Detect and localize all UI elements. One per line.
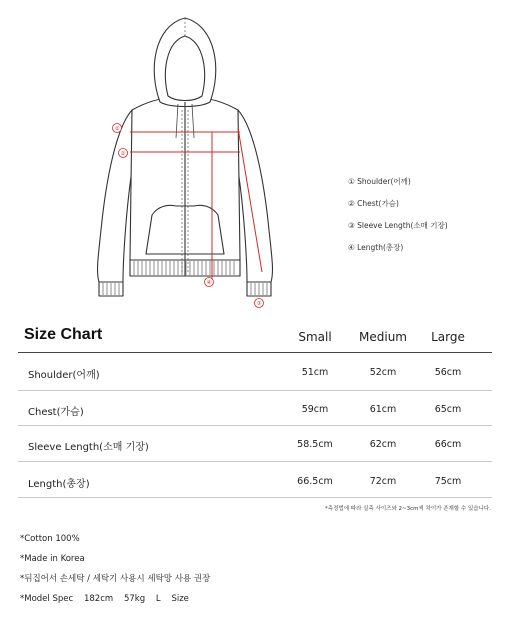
- info-material: *Cotton 100%: [20, 534, 80, 544]
- measurement-legend: [348, 176, 448, 264]
- table-row: [0, 354, 505, 390]
- marker-4: ④: [206, 280, 212, 286]
- value-medium: 62cm: [369, 439, 397, 450]
- value-medium: 72cm: [369, 476, 397, 487]
- row-label: Length(총장): [28, 479, 90, 490]
- value-medium: 61cm: [369, 404, 397, 415]
- value-small: 66.5cm: [297, 476, 333, 487]
- value-large: 56cm: [434, 367, 462, 378]
- table-row: [0, 463, 505, 499]
- row-label: Sleeve Length(소매 기장): [28, 442, 149, 453]
- legend-sleeve-length: ③ Sleeve Length(소매 기장): [348, 221, 448, 230]
- row-label: Chest(가슴): [28, 407, 84, 418]
- info-care: *뒤집어서 손세탁 / 세탁기 사용시 세탁망 사용 권장: [20, 574, 211, 584]
- marker-2: ②: [120, 151, 126, 157]
- size-chart-title: Size Chart: [24, 326, 103, 343]
- marker-3: ③: [256, 301, 262, 307]
- legend-chest: ② Chest(가슴): [348, 199, 399, 208]
- info-model-spec: *Model Spec 182cm 57kg L Size: [20, 594, 189, 604]
- product-info: [20, 533, 210, 613]
- hoodie-illustration: [90, 10, 280, 315]
- table-row: [0, 426, 505, 462]
- row-divider: [18, 461, 492, 462]
- value-large: 66cm: [434, 439, 462, 450]
- legend-length: ④ Length(총장): [348, 243, 404, 252]
- measurement-note: *측정법에 따라 실측 사이즈와 2~3cm씩 차이가 존재할 수 있습니다.: [325, 506, 491, 512]
- table-row: [0, 391, 505, 427]
- row-label: Shoulder(어깨): [28, 370, 100, 381]
- value-small: 51cm: [301, 367, 329, 378]
- value-medium: 52cm: [369, 367, 397, 378]
- row-divider: [18, 497, 492, 498]
- value-small: 58.5cm: [297, 439, 333, 450]
- column-small: Small: [298, 330, 332, 344]
- column-large: Large: [431, 330, 465, 344]
- value-small: 59cm: [301, 404, 329, 415]
- marker-1: ①: [114, 126, 120, 132]
- header-divider: [18, 352, 492, 353]
- value-large: 65cm: [434, 404, 462, 415]
- value-large: 75cm: [434, 476, 462, 487]
- column-medium: Medium: [359, 330, 407, 344]
- info-origin: *Made in Korea: [20, 554, 85, 564]
- legend-shoulder: ① Shoulder(어깨): [348, 177, 411, 186]
